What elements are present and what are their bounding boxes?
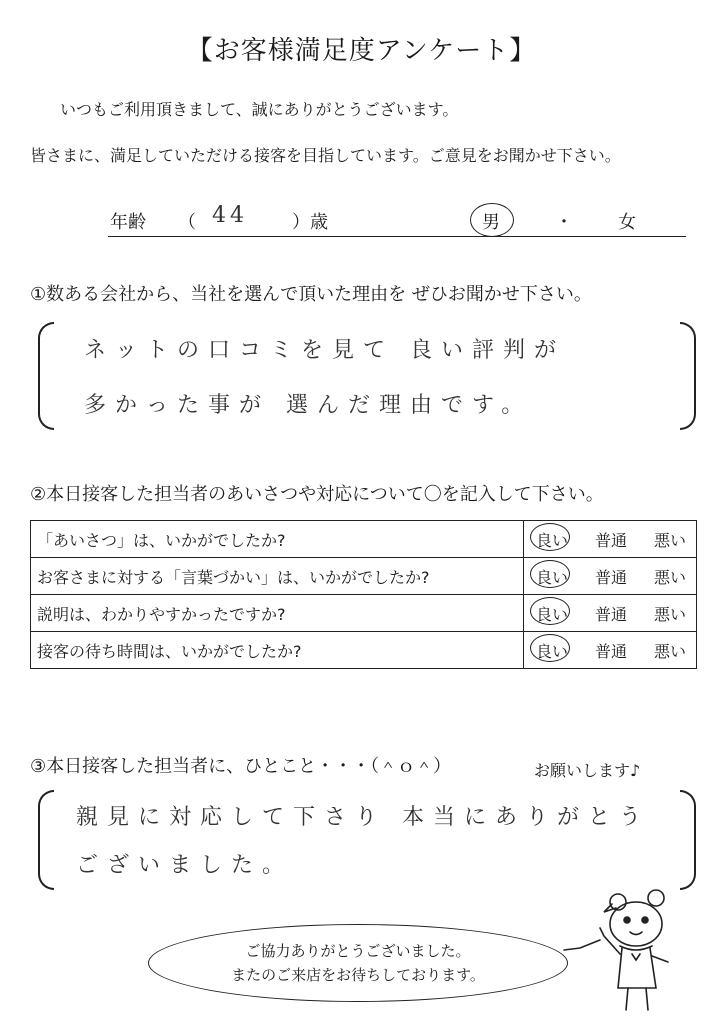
- rating-option[interactable]: 普通: [594, 604, 627, 624]
- thanks-line-1: ご協力ありがとうございました。: [245, 942, 471, 960]
- answer-3-left-bracket: [38, 790, 54, 890]
- rating-options: [524, 595, 697, 632]
- rating-row: [31, 632, 697, 669]
- rating-option[interactable]: 悪い: [653, 530, 686, 550]
- rating-option[interactable]: 普通: [594, 641, 627, 661]
- answer-3-line-2[interactable]: ございました。: [76, 853, 294, 878]
- thanks-line-2: またのご来店をお待ちしております。: [231, 966, 485, 984]
- question-3-note: お願いします♪: [534, 761, 641, 780]
- gender-female[interactable]: 女: [618, 212, 636, 233]
- rating-option[interactable]: 良い: [536, 565, 568, 588]
- rating-row: [31, 558, 697, 595]
- rating-option[interactable]: 悪い: [653, 641, 686, 661]
- rating-question: 説明は、わかりやすかったですか?: [31, 595, 524, 632]
- intro-line-1: いつもご利用頂きまして、誠にありがとうございます。: [60, 100, 459, 119]
- bubble-tail: [564, 940, 600, 950]
- rating-option[interactable]: 普通: [594, 567, 627, 587]
- rating-option[interactable]: 悪い: [653, 604, 686, 624]
- rating-option[interactable]: 良い: [536, 639, 568, 662]
- gender-male[interactable]: 男: [482, 212, 500, 233]
- rating-option[interactable]: 悪い: [653, 567, 686, 587]
- survey-title: 【お客様満足度アンケート】: [186, 36, 537, 66]
- rating-row: [31, 521, 697, 558]
- mascot-illustration: [560, 888, 700, 1018]
- rating-question: 接客の待ち時間は、いかがでしたか?: [31, 632, 524, 669]
- thanks-speech-bubble: [148, 924, 568, 1002]
- question-2-label: ②本日接客した担当者のあいさつや対応について〇を記入して下さい。: [30, 484, 604, 505]
- answer-1-line-1[interactable]: ネットの口コミを見て 良い評判が: [84, 338, 565, 363]
- rating-option[interactable]: 良い: [536, 602, 568, 625]
- intro-line-2: 皆さまに、満足していただける接客を目指しています。ご意見をお聞かせ下さい。: [30, 146, 621, 165]
- rating-row: [31, 595, 697, 632]
- rating-option[interactable]: 普通: [594, 530, 627, 550]
- gender-selected-circle: [470, 203, 514, 237]
- age-gender-rule: [108, 236, 686, 237]
- age-label: 年齢: [110, 212, 146, 233]
- answer-3-right-bracket: [680, 790, 696, 890]
- age-open-paren: （: [178, 212, 196, 233]
- age-close-paren: ）歳: [292, 212, 328, 233]
- question-3-label: ③本日接客した担当者に、ひとこと・・・（＾ｏ＾）: [30, 756, 452, 777]
- answer-1-left-bracket: [38, 322, 54, 430]
- rating-options: [524, 558, 697, 595]
- rating-options: [524, 521, 697, 558]
- answer-3-line-1[interactable]: 親見に対応して下さり 本当にありがとう: [76, 805, 650, 830]
- rating-options: [524, 632, 697, 669]
- question-1-label: ①数ある会社から、当社を選んで頂いた理由を ぜひお聞かせ下さい。: [30, 284, 592, 305]
- rating-table: [30, 520, 697, 669]
- gender-dot: ・: [555, 212, 573, 233]
- answer-1-right-bracket: [680, 322, 696, 430]
- age-value[interactable]: 44: [212, 203, 248, 228]
- answer-1-line-2[interactable]: 多かった事が 選んだ理由です。: [84, 393, 533, 418]
- rating-option[interactable]: 良い: [536, 528, 568, 551]
- rating-question: 「あいさつ」は、いかがでしたか?: [31, 521, 524, 558]
- rating-question: お客さまに対する「言葉づかい」は、いかがでしたか?: [31, 558, 524, 595]
